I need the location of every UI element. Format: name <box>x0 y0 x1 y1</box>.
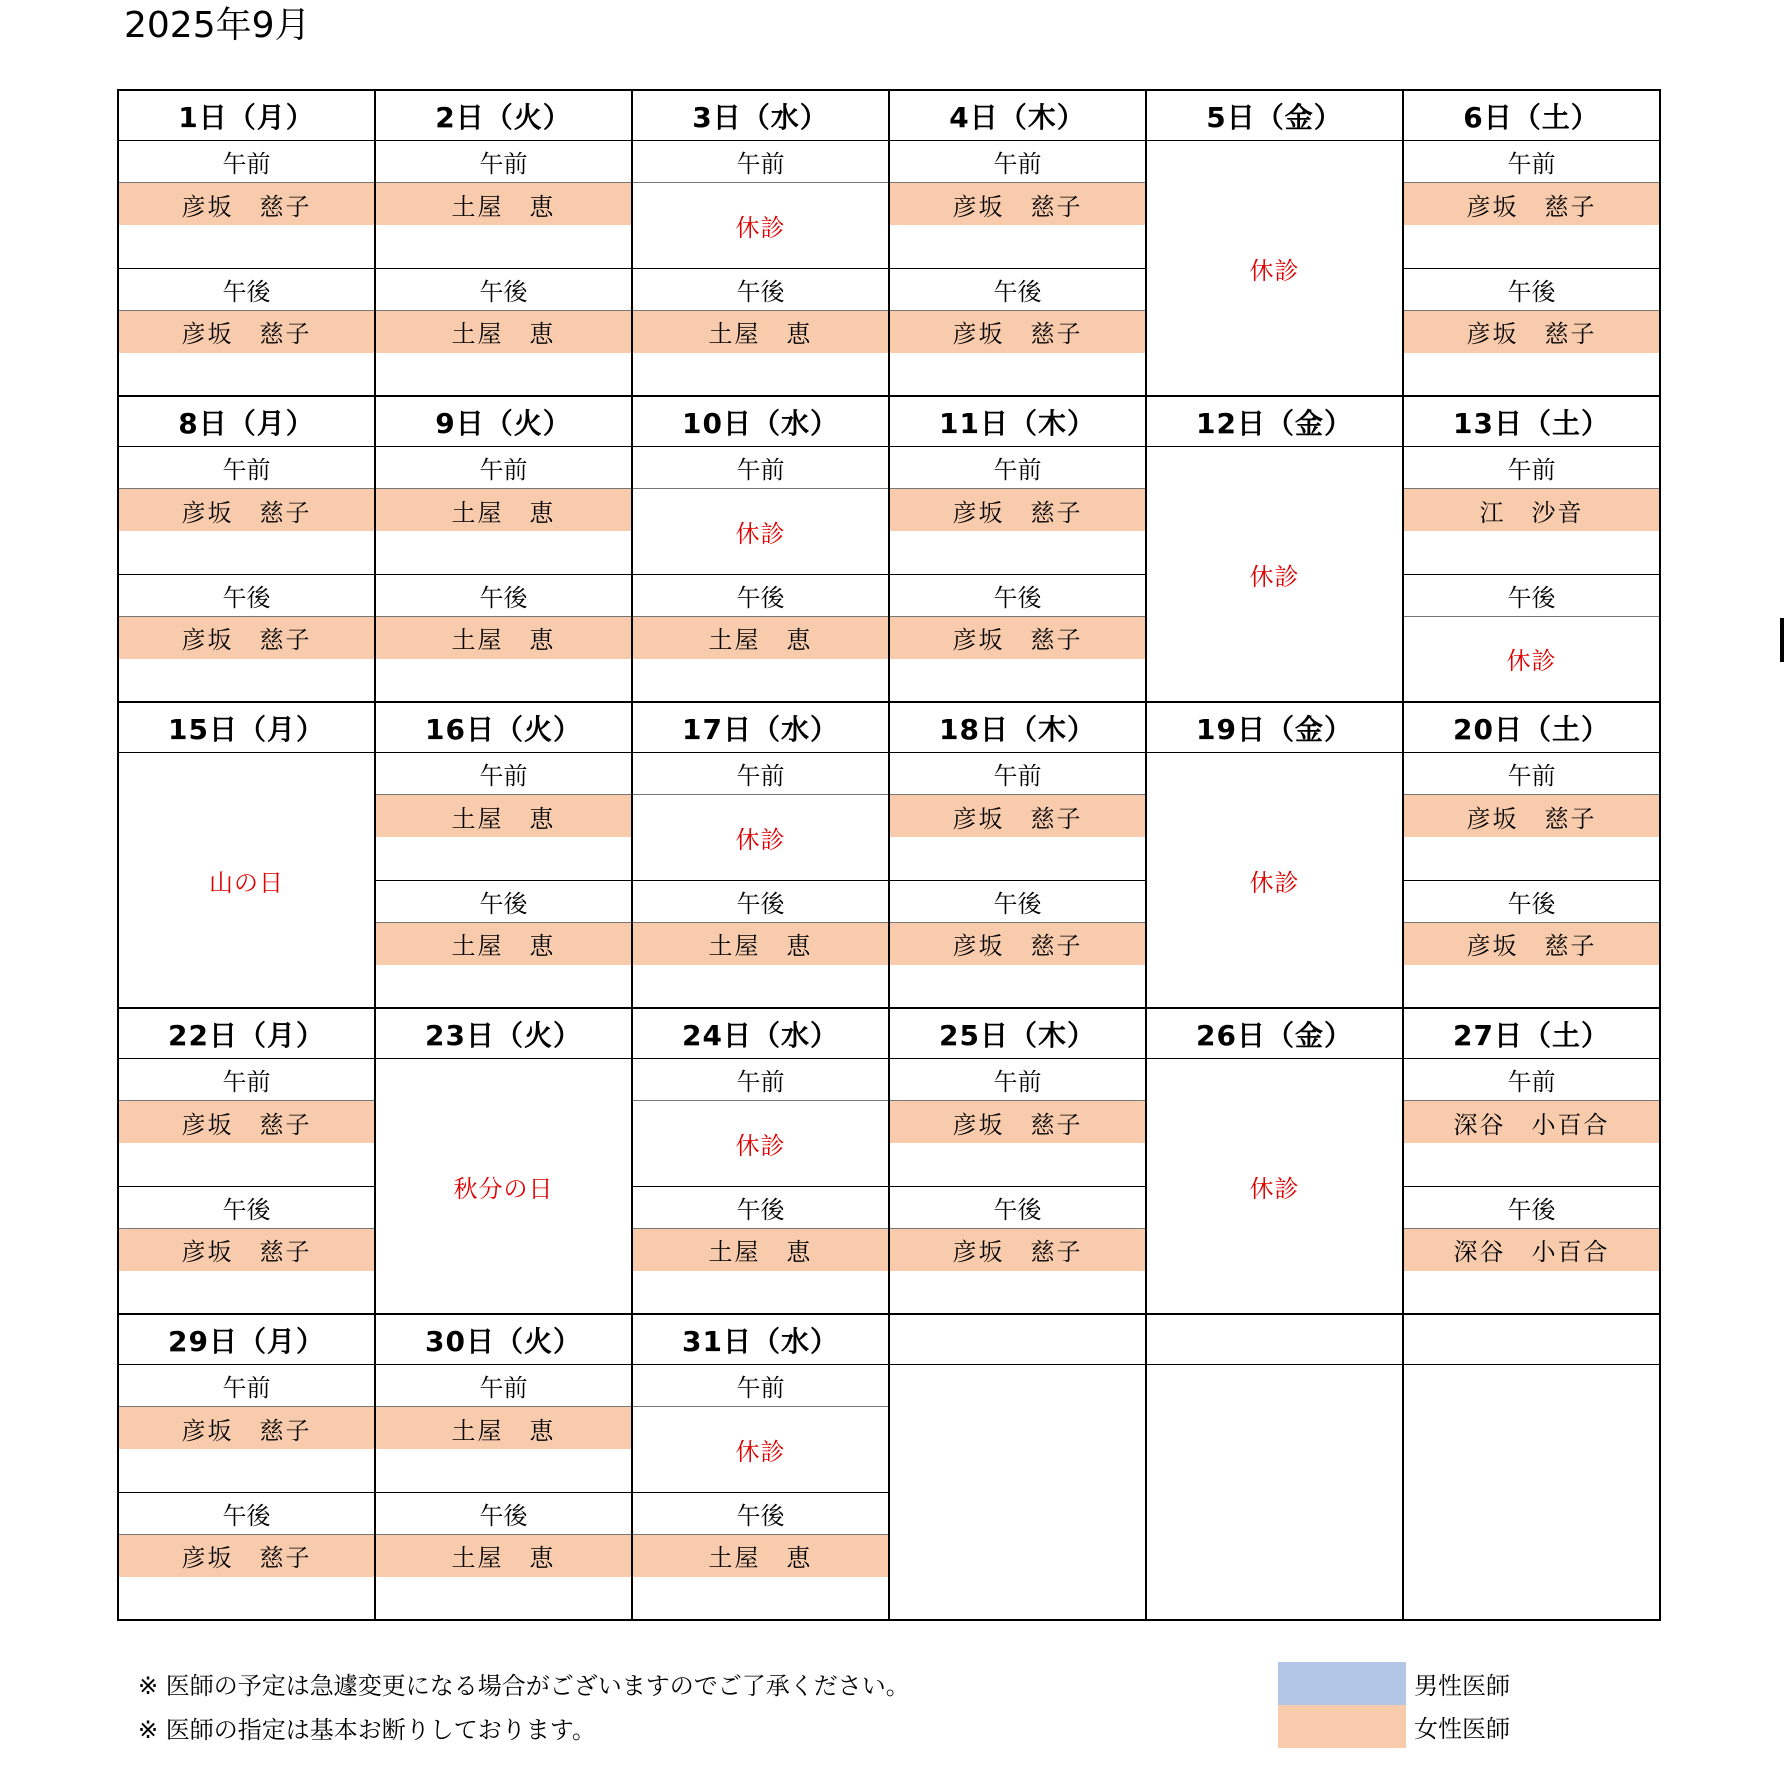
note-line: ※ 医師の指定は基本お断りしております。 <box>138 1716 596 1744</box>
day-cell <box>1404 91 1661 397</box>
slot-label: 午前 <box>1404 447 1659 489</box>
afternoon-slot <box>119 1492 374 1620</box>
day-body <box>1404 1365 1659 1619</box>
day-date: 9日（火） <box>376 397 631 447</box>
morning-slot <box>119 1059 374 1186</box>
day-cell <box>1404 1009 1661 1315</box>
doctor-name: 彦坂 慈子 <box>119 489 374 531</box>
afternoon-slot <box>633 574 888 702</box>
afternoon-slot <box>890 880 1145 1008</box>
day-date: 20日（土） <box>1404 703 1659 753</box>
slot-label: 午前 <box>633 1059 888 1101</box>
day-body <box>633 1059 888 1313</box>
day-cell <box>119 91 376 397</box>
day-cell <box>1147 703 1404 1009</box>
week-row <box>119 703 1661 1009</box>
day-date: 4日（木） <box>890 91 1145 141</box>
doctor-name: 土屋 恵 <box>633 923 888 965</box>
morning-slot <box>890 447 1145 574</box>
day-body <box>119 447 374 701</box>
slot-label: 午後 <box>633 1187 888 1229</box>
day-cell <box>1147 1315 1404 1621</box>
doctor-name: 彦坂 慈子 <box>890 923 1145 965</box>
slot-label: 午後 <box>119 575 374 617</box>
afternoon-slot <box>1404 268 1659 396</box>
day-cell <box>633 1315 890 1621</box>
doctor-name: 土屋 恵 <box>376 311 631 353</box>
day-body <box>1147 1365 1402 1619</box>
morning-slot <box>1404 753 1659 880</box>
day-body <box>633 141 888 395</box>
morning-slot <box>633 447 888 574</box>
day-cell <box>376 91 633 397</box>
day-date: 17日（水） <box>633 703 888 753</box>
day-body <box>119 753 374 1007</box>
day-date: 1日（月） <box>119 91 374 141</box>
doctor-name: 土屋 恵 <box>376 795 631 837</box>
slot-label: 午後 <box>633 881 888 923</box>
slot-label: 午後 <box>890 269 1145 311</box>
week-row <box>119 1315 1661 1621</box>
day-cell <box>633 703 890 1009</box>
doctor-name: 彦坂 慈子 <box>890 183 1145 225</box>
morning-slot <box>890 141 1145 268</box>
day-date: 22日（月） <box>119 1009 374 1059</box>
slot-label: 午後 <box>376 881 631 923</box>
morning-slot <box>119 447 374 574</box>
day-body <box>1147 447 1402 701</box>
day-cell <box>119 1009 376 1315</box>
legend <box>1278 1662 1510 1748</box>
day-body <box>1404 753 1659 1007</box>
day-body <box>376 753 631 1007</box>
slot-label: 午前 <box>633 753 888 795</box>
slot-label: 午前 <box>890 753 1145 795</box>
page-title: 2025年9月 <box>124 5 311 46</box>
slot-label: 午後 <box>376 575 631 617</box>
slot-label: 午前 <box>376 753 631 795</box>
morning-slot <box>890 1059 1145 1186</box>
day-date: 8日（月） <box>119 397 374 447</box>
closed-label: 休診 <box>735 1437 786 1466</box>
day-date: 30日（火） <box>376 1315 631 1365</box>
doctor-name: 深谷 小百合 <box>1404 1229 1659 1271</box>
day-date: 13日（土） <box>1404 397 1659 447</box>
slot-label: 午後 <box>119 1493 374 1535</box>
day-date <box>1404 1315 1659 1365</box>
day-date <box>890 1315 1145 1365</box>
day-cell <box>1404 397 1661 703</box>
doctor-name: 彦坂 慈子 <box>1404 923 1659 965</box>
slot-label: 午後 <box>890 881 1145 923</box>
doctor-name: 彦坂 慈子 <box>119 1101 374 1143</box>
doctor-name: 土屋 恵 <box>376 617 631 659</box>
slot-label: 午後 <box>633 575 888 617</box>
day-body <box>633 753 888 1007</box>
day-date: 2日（火） <box>376 91 631 141</box>
schedule-calendar <box>117 89 1661 1621</box>
doctor-name: 彦坂 慈子 <box>890 617 1145 659</box>
doctor-name: 土屋 恵 <box>633 1229 888 1271</box>
doctor-name: 彦坂 慈子 <box>890 489 1145 531</box>
doctor-name: 彦坂 慈子 <box>119 1407 374 1449</box>
day-date: 23日（火） <box>376 1009 631 1059</box>
day-date: 25日（木） <box>890 1009 1145 1059</box>
day-cell <box>119 397 376 703</box>
closed-label: 休診 <box>735 825 786 854</box>
day-body <box>890 1059 1145 1313</box>
doctor-name: 彦坂 慈子 <box>890 1101 1145 1143</box>
closed-label: 休診 <box>1249 1174 1300 1203</box>
note-line: ※ 医師の予定は急遽変更になる場合がございますのでご了承ください。 <box>138 1672 910 1700</box>
day-date <box>1147 1315 1402 1365</box>
day-date: 3日（水） <box>633 91 888 141</box>
day-date: 29日（月） <box>119 1315 374 1365</box>
slot-label: 午前 <box>890 1059 1145 1101</box>
day-date: 19日（金） <box>1147 703 1402 753</box>
morning-slot <box>1404 1059 1659 1186</box>
day-body <box>376 447 631 701</box>
day-date: 10日（水） <box>633 397 888 447</box>
afternoon-slot <box>1404 1186 1659 1314</box>
day-body <box>633 447 888 701</box>
doctor-name: 彦坂 慈子 <box>890 795 1145 837</box>
week-row <box>119 397 1661 703</box>
edge-mark <box>1780 618 1784 662</box>
morning-slot <box>376 447 631 574</box>
doctor-name: 彦坂 慈子 <box>1404 795 1659 837</box>
week-row <box>119 91 1661 397</box>
day-body <box>890 141 1145 395</box>
closed-label: 秋分の日 <box>453 1174 554 1203</box>
day-date: 5日（金） <box>1147 91 1402 141</box>
slot-label: 午前 <box>890 447 1145 489</box>
doctor-name: 彦坂 慈子 <box>119 1535 374 1577</box>
day-cell <box>376 1315 633 1621</box>
legend-item-female <box>1278 1705 1510 1748</box>
slot-label: 午後 <box>376 1493 631 1535</box>
doctor-name: 土屋 恵 <box>633 311 888 353</box>
day-cell <box>890 1009 1147 1315</box>
day-body <box>890 1365 1145 1619</box>
day-body <box>1404 141 1659 395</box>
day-cell <box>376 703 633 1009</box>
day-body <box>1147 141 1402 395</box>
doctor-name: 土屋 恵 <box>376 1407 631 1449</box>
afternoon-slot <box>119 268 374 396</box>
afternoon-slot <box>376 574 631 702</box>
slot-label: 午後 <box>633 1493 888 1535</box>
closed-label: 休診 <box>735 519 786 548</box>
day-body <box>1147 753 1402 1007</box>
day-body <box>1404 447 1659 701</box>
closed-label: 休診 <box>735 1131 786 1160</box>
day-body <box>119 1059 374 1313</box>
morning-slot <box>890 753 1145 880</box>
day-body <box>633 1365 888 1619</box>
legend-label: 女性医師 <box>1414 1715 1510 1743</box>
doctor-name: 土屋 恵 <box>376 923 631 965</box>
closed-label: 休診 <box>1506 647 1557 676</box>
slot-label: 午前 <box>376 1365 631 1407</box>
doctor-name: 彦坂 慈子 <box>890 1229 1145 1271</box>
slot-label: 午前 <box>1404 1059 1659 1101</box>
legend-swatch-male <box>1278 1662 1406 1705</box>
slot-label: 午前 <box>890 141 1145 183</box>
slot-label: 午前 <box>119 447 374 489</box>
morning-slot <box>119 141 374 268</box>
slot-label: 午前 <box>1404 141 1659 183</box>
week-row <box>119 1009 1661 1315</box>
morning-slot <box>1404 447 1659 574</box>
doctor-name: 彦坂 慈子 <box>119 1229 374 1271</box>
day-cell <box>633 1009 890 1315</box>
notes <box>138 1664 910 1752</box>
day-date: 6日（土） <box>1404 91 1659 141</box>
day-date: 27日（土） <box>1404 1009 1659 1059</box>
afternoon-slot <box>633 268 888 396</box>
afternoon-slot <box>376 1492 631 1620</box>
day-date: 24日（水） <box>633 1009 888 1059</box>
day-body <box>890 753 1145 1007</box>
afternoon-slot <box>376 268 631 396</box>
slot-label: 午後 <box>1404 575 1659 617</box>
afternoon-slot <box>633 880 888 1008</box>
morning-slot <box>119 1365 374 1492</box>
morning-slot <box>376 753 631 880</box>
afternoon-slot <box>633 1492 888 1620</box>
doctor-name: 深谷 小百合 <box>1404 1101 1659 1143</box>
morning-slot <box>376 1365 631 1492</box>
legend-swatch-female <box>1278 1705 1406 1748</box>
slot-label: 午前 <box>633 447 888 489</box>
day-cell <box>1147 91 1404 397</box>
day-body <box>376 141 631 395</box>
slot-label: 午後 <box>119 1187 374 1229</box>
afternoon-slot <box>376 880 631 1008</box>
slot-label: 午後 <box>1404 1187 1659 1229</box>
doctor-name: 土屋 恵 <box>376 489 631 531</box>
slot-label: 午後 <box>890 575 1145 617</box>
morning-slot <box>633 1365 888 1492</box>
morning-slot <box>633 753 888 880</box>
day-date: 31日（水） <box>633 1315 888 1365</box>
slot-label: 午前 <box>1404 753 1659 795</box>
slot-label: 午前 <box>376 447 631 489</box>
slot-label: 午前 <box>119 141 374 183</box>
morning-slot <box>1404 141 1659 268</box>
day-date: 18日（木） <box>890 703 1145 753</box>
day-cell <box>890 1315 1147 1621</box>
day-cell <box>1404 1315 1661 1621</box>
doctor-name: 彦坂 慈子 <box>119 617 374 659</box>
afternoon-slot <box>633 1186 888 1314</box>
afternoon-slot <box>890 268 1145 396</box>
slot-label: 午後 <box>1404 269 1659 311</box>
day-date: 26日（金） <box>1147 1009 1402 1059</box>
doctor-name: 土屋 恵 <box>376 1535 631 1577</box>
day-date: 16日（火） <box>376 703 631 753</box>
day-cell <box>1147 397 1404 703</box>
day-body <box>1404 1059 1659 1313</box>
day-cell <box>890 91 1147 397</box>
slot-label: 午後 <box>890 1187 1145 1229</box>
day-cell <box>633 91 890 397</box>
doctor-name: 彦坂 慈子 <box>1404 311 1659 353</box>
afternoon-slot <box>1404 880 1659 1008</box>
day-cell <box>1404 703 1661 1009</box>
afternoon-slot <box>1404 574 1659 702</box>
closed-label: 休診 <box>1249 256 1300 285</box>
slot-label: 午後 <box>633 269 888 311</box>
slot-label: 午前 <box>119 1365 374 1407</box>
closed-label: 休診 <box>1249 868 1300 897</box>
slot-label: 午後 <box>1404 881 1659 923</box>
day-body <box>376 1365 631 1619</box>
day-cell <box>376 1009 633 1315</box>
closed-label: 休診 <box>1249 562 1300 591</box>
closed-label: 休診 <box>735 213 786 242</box>
slot-label: 午前 <box>633 141 888 183</box>
legend-item-male <box>1278 1662 1510 1705</box>
legend-label: 男性医師 <box>1414 1672 1510 1700</box>
morning-slot <box>633 141 888 268</box>
doctor-name: 江 沙音 <box>1404 489 1659 531</box>
afternoon-slot <box>890 574 1145 702</box>
slot-label: 午後 <box>119 269 374 311</box>
day-cell <box>633 397 890 703</box>
day-date: 15日（月） <box>119 703 374 753</box>
morning-slot <box>376 141 631 268</box>
morning-slot <box>633 1059 888 1186</box>
afternoon-slot <box>119 1186 374 1314</box>
day-body <box>119 141 374 395</box>
day-body <box>119 1365 374 1619</box>
doctor-name: 彦坂 慈子 <box>890 311 1145 353</box>
day-cell <box>1147 1009 1404 1315</box>
day-cell <box>376 397 633 703</box>
slot-label: 午前 <box>633 1365 888 1407</box>
doctor-name: 土屋 恵 <box>376 183 631 225</box>
afternoon-slot <box>890 1186 1145 1314</box>
day-cell <box>119 1315 376 1621</box>
day-cell <box>890 397 1147 703</box>
slot-label: 午前 <box>376 141 631 183</box>
day-date: 11日（木） <box>890 397 1145 447</box>
slot-label: 午後 <box>376 269 631 311</box>
doctor-name: 彦坂 慈子 <box>119 183 374 225</box>
doctor-name: 彦坂 慈子 <box>119 311 374 353</box>
afternoon-slot <box>119 574 374 702</box>
slot-label: 午前 <box>119 1059 374 1101</box>
day-body <box>890 447 1145 701</box>
day-body <box>1147 1059 1402 1313</box>
doctor-name: 土屋 恵 <box>633 1535 888 1577</box>
day-cell <box>890 703 1147 1009</box>
doctor-name: 彦坂 慈子 <box>1404 183 1659 225</box>
day-date: 12日（金） <box>1147 397 1402 447</box>
day-cell <box>119 703 376 1009</box>
doctor-name: 土屋 恵 <box>633 617 888 659</box>
day-body <box>376 1059 631 1313</box>
closed-label: 山の日 <box>209 868 284 897</box>
